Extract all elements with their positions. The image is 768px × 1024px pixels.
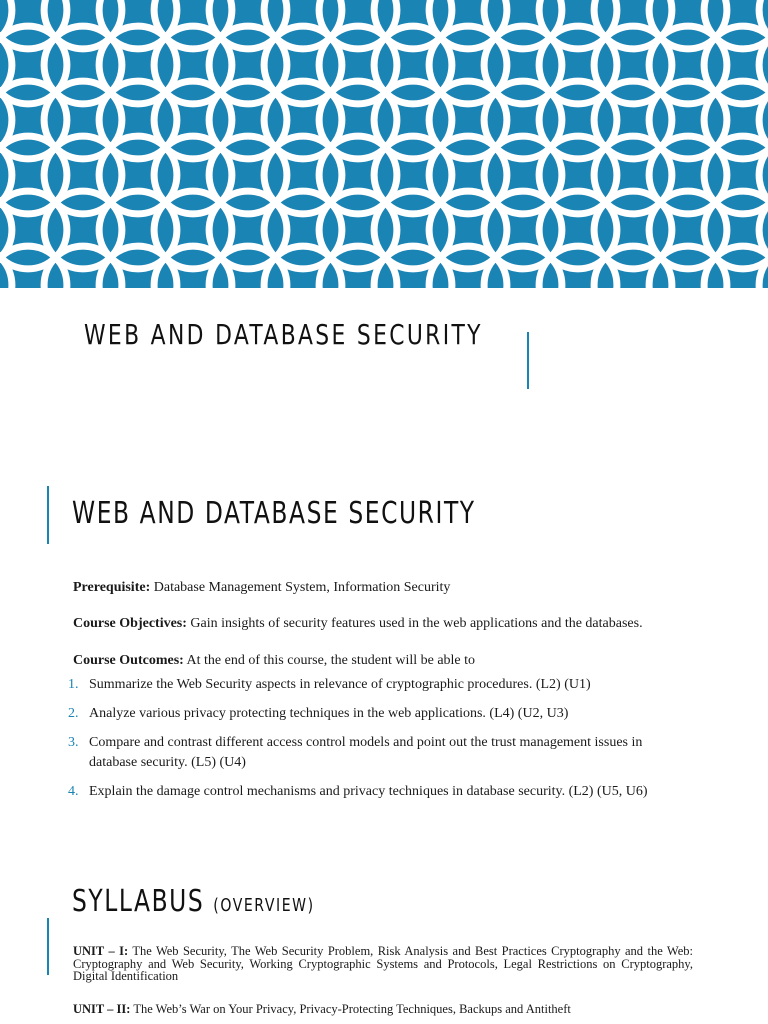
list-number: 3.	[68, 735, 79, 750]
list-item-text: Analyze various privacy protecting techniques in the web applications. (L4) (U2, U3)	[89, 706, 569, 721]
objectives-text: Gain insights of security features used in the web applications and the databases.	[186, 616, 643, 631]
outcomes-label: Course Outcomes:	[73, 653, 184, 668]
prerequisite-line	[73, 580, 450, 596]
list-number: 1.	[68, 677, 79, 692]
accent-bar-course	[47, 486, 49, 544]
interlocking-circles-pattern	[0, 0, 768, 288]
syllabus-title-suffix: (OVERVIEW)	[213, 895, 315, 916]
unit-2-label: UNIT – II:	[73, 1002, 131, 1016]
accent-bar-title	[527, 332, 529, 389]
slide-title: WEB AND DATABASE SECURITY	[84, 318, 483, 351]
unit-1-text	[73, 945, 693, 983]
accent-bar-syllabus	[47, 918, 49, 975]
unit-2-body: The Web’s War on Your Privacy, Privacy-Protecting Techniques, Backups and Antitheft	[130, 1002, 571, 1016]
objectives-label: Course Objectives:	[73, 616, 187, 631]
unit-2-text	[73, 1003, 693, 1016]
list-item	[68, 733, 688, 773]
outcomes-text: At the end of this course, the student will be able to	[183, 653, 476, 668]
list-number: 2.	[68, 706, 79, 721]
unit-1-body: The Web Security, The Web Security Problem, Risk Analysis and Best Practices Cryptography and the Web: Cryptography and Web Security, Working Cryptographic Systems and Protocols, Legal Restrictions on Cryptography, Digital Identification	[73, 944, 693, 984]
outcomes-line	[73, 653, 475, 669]
prerequisite-label: Prerequisite:	[73, 580, 151, 595]
unit-1-label: UNIT – I:	[73, 944, 129, 958]
list-item	[68, 782, 688, 802]
list-number: 4.	[68, 784, 79, 799]
list-item-text: Explain the damage control mechanisms and privacy techniques in database security. (L2) (U5, U6)	[89, 784, 648, 799]
list-item-text: Summarize the Web Security aspects in relevance of cryptographic procedures. (L2) (U1)	[89, 677, 591, 692]
prerequisite-text: Database Management System, Information Security	[150, 580, 451, 595]
syllabus-title-main: SYLLABUS	[72, 884, 205, 919]
decorative-pattern-banner	[0, 0, 768, 288]
section-title: WEB AND DATABASE SECURITY	[72, 496, 476, 531]
outcomes-list	[68, 675, 688, 811]
list-item	[68, 675, 688, 695]
syllabus-title	[72, 884, 315, 919]
list-item-text: Compare and contrast different access control models and point out the trust management issues in database security. (L5) (U4)	[89, 735, 643, 770]
list-item	[68, 704, 688, 724]
objectives-line	[73, 616, 643, 632]
